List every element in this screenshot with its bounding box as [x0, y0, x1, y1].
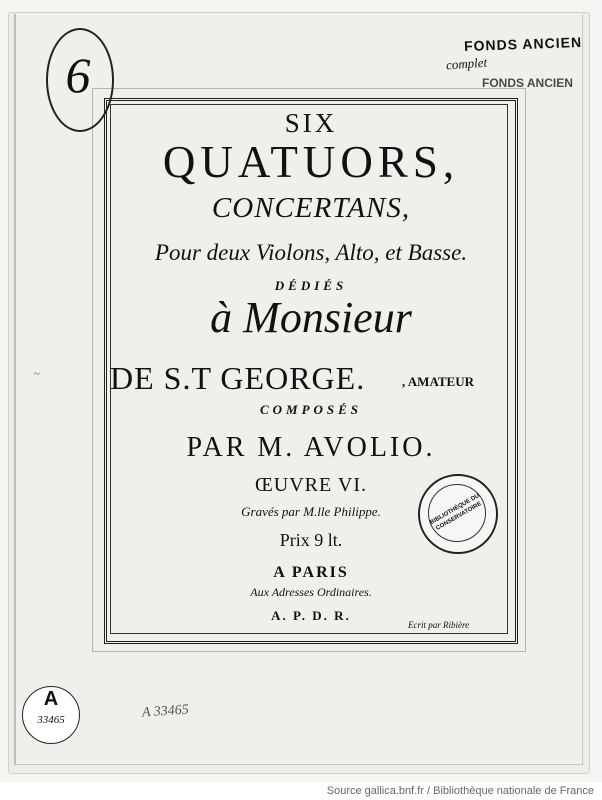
- engraver-credit: Ecrit par Ribière: [408, 620, 470, 630]
- opus-number: ŒUVRE VI.: [255, 474, 367, 496]
- price-line: Prix 9 lt.: [279, 530, 343, 550]
- volume-number: 6: [65, 47, 91, 103]
- handwritten-note: complet: [445, 54, 488, 73]
- margin-mark: ~: [34, 368, 40, 380]
- call-number-letter: A: [43, 688, 59, 710]
- source-attribution: Source gallica.bnf.fr / Bibliothèque nationale de France: [326, 785, 594, 797]
- publication-city: A PARIS: [273, 564, 349, 581]
- call-number-digits: 33465: [37, 714, 65, 726]
- dedies-label: DÉDIÉS: [274, 278, 348, 293]
- fonds-ancien-stamp-faint: FONDS ANCIEN: [482, 76, 573, 90]
- title-concertans: CONCERTANS,: [211, 192, 411, 224]
- title-quatuors: QUATUORS,: [162, 137, 460, 187]
- title-six: SIX: [284, 108, 338, 138]
- privilege-line: A. P. D. R.: [271, 608, 351, 623]
- engraver-line: Gravés par M.lle Philippe.: [241, 504, 381, 519]
- accession-mark: A 33465: [141, 702, 190, 721]
- composer-name: PAR M. AVOLIO.: [186, 432, 436, 463]
- library-round-stamp-inner: [428, 484, 486, 542]
- dedicatee-name: DE S.T GEORGE.: [110, 360, 366, 396]
- instrumentation: Pour deux Violons, Alto, et Basse.: [154, 240, 468, 265]
- addresses-line: Aux Adresses Ordinaires.: [250, 585, 372, 599]
- fonds-ancien-stamp: FONDS ANCIEN: [463, 33, 583, 55]
- round-stamp-text: BIBLIOTHÈQUE DU CONSERVATOIRE: [429, 493, 483, 532]
- a-monsieur: à Monsieur: [210, 293, 412, 342]
- amateur-label: , AMATEUR: [402, 374, 474, 389]
- composes-label: COMPOSÉS: [259, 402, 363, 417]
